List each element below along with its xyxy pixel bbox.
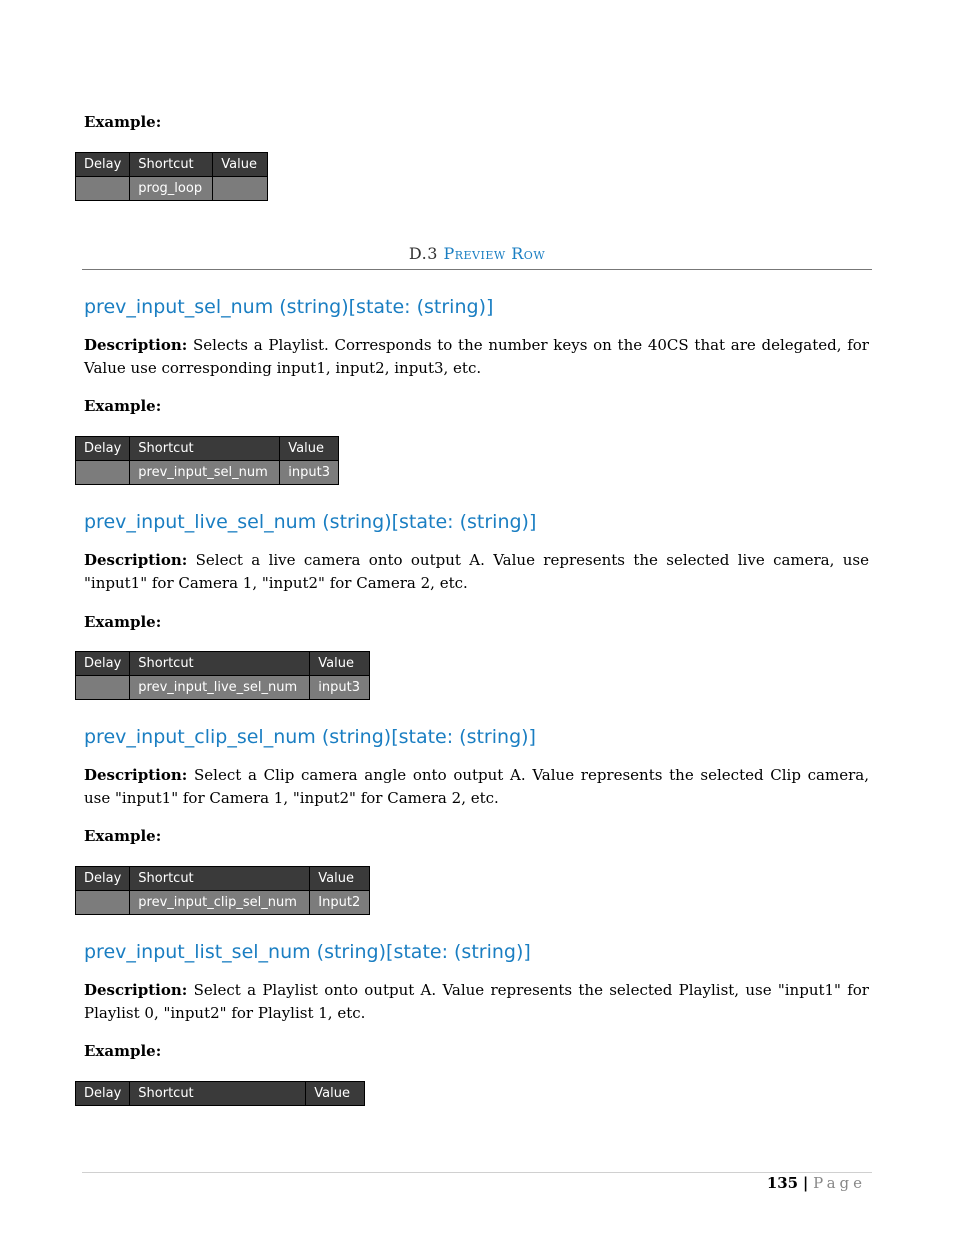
description-text: Selects a Playlist. Corresponds to the number keys on the 40CS that are delegated, for Value use corresponding input1, input2, input3, etc. <box>84 336 869 377</box>
example-label: Example: <box>84 827 162 845</box>
cell-value: Input2 <box>310 891 370 915</box>
description-label: Description: <box>84 551 188 569</box>
cell-value: input3 <box>310 676 370 700</box>
description-text: Select a Clip camera angle onto output A. Value represents the selected Clip camera, use "input1" for Camera 1, "input2" for Camera 2, etc. <box>84 766 869 807</box>
header-delay: Delay <box>76 1082 130 1106</box>
description-text: Select a live camera onto output A. Value represents the selected live camera, use "input1" for Camera 1, "input2" for Camera 2, etc. <box>84 551 869 592</box>
page-number: 135 <box>766 1174 799 1192</box>
header-shortcut: Shortcut <box>130 652 310 676</box>
command-description <box>84 764 869 810</box>
header-shortcut: Shortcut <box>130 867 310 891</box>
section-title <box>82 244 872 263</box>
command-description <box>84 549 869 595</box>
cell-shortcut: prev_input_live_sel_num <box>130 676 310 700</box>
page-word: Page <box>813 1174 866 1192</box>
description-label: Description: <box>84 336 188 354</box>
command-heading: prev_input_clip_sel_num (string)[state: (string)] <box>84 726 536 748</box>
header-shortcut: Shortcut <box>130 153 213 177</box>
header-delay: Delay <box>76 867 130 891</box>
command-heading: prev_input_sel_num (string)[state: (string)] <box>84 296 494 318</box>
example-label: Example: <box>84 113 162 131</box>
footer-divider <box>82 1172 872 1173</box>
header-value: Value <box>310 867 370 891</box>
example-table <box>75 436 339 485</box>
section-number: D.3 <box>408 244 438 263</box>
cell-delay <box>76 461 130 485</box>
cell-delay <box>76 676 130 700</box>
cell-delay <box>76 891 130 915</box>
command-description <box>84 979 869 1025</box>
example-table <box>75 651 370 700</box>
header-value: Value <box>306 1082 365 1106</box>
description-label: Description: <box>84 766 188 784</box>
example-table <box>75 866 370 915</box>
example-label: Example: <box>84 613 162 631</box>
cell-shortcut: prev_input_sel_num <box>130 461 280 485</box>
header-delay: Delay <box>76 652 130 676</box>
header-delay: Delay <box>76 437 130 461</box>
header-value: Value <box>280 437 339 461</box>
cell-shortcut: prev_input_clip_sel_num <box>130 891 310 915</box>
command-heading: prev_input_live_sel_num (string)[state: (string)] <box>84 511 537 533</box>
description-label: Description: <box>84 981 188 999</box>
header-shortcut: Shortcut <box>130 437 280 461</box>
description-text: Select a Playlist onto output A. Value represents the selected Playlist, use "input1" for Playlist 0, "input2" for Playlist 1, etc. <box>84 981 869 1022</box>
example-table <box>75 152 268 201</box>
section-name: Preview Row <box>443 244 546 263</box>
example-table <box>75 1081 365 1106</box>
cell-delay <box>76 177 130 201</box>
example-label: Example: <box>84 397 162 415</box>
command-description <box>84 334 869 380</box>
header-value: Value <box>213 153 268 177</box>
command-heading: prev_input_list_sel_num (string)[state: (string)] <box>84 941 531 963</box>
section-divider <box>82 269 872 270</box>
header-value: Value <box>310 652 370 676</box>
example-label: Example: <box>84 1042 162 1060</box>
cell-shortcut: prog_loop <box>130 177 213 201</box>
page-footer <box>767 1174 866 1192</box>
cell-value <box>213 177 268 201</box>
header-shortcut: Shortcut <box>130 1082 306 1106</box>
footer-separator: | <box>802 1174 809 1192</box>
header-delay: Delay <box>76 153 130 177</box>
cell-value: input3 <box>280 461 339 485</box>
